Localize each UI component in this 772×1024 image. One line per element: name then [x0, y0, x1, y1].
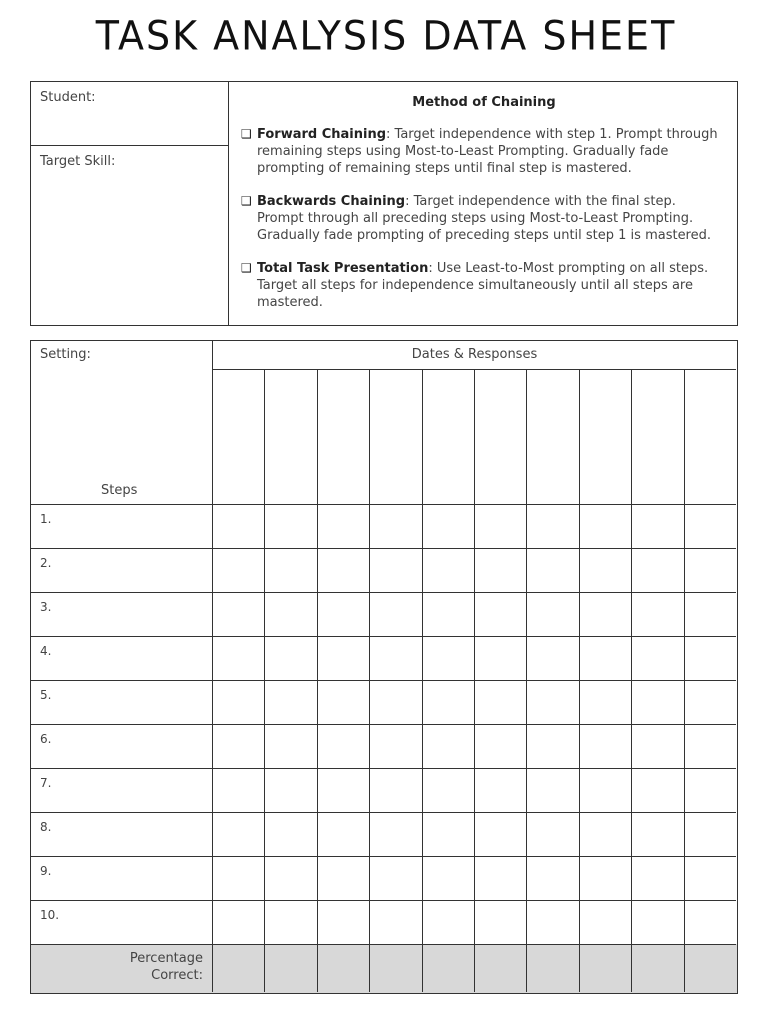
response-cell[interactable]: [264, 724, 316, 768]
response-cell[interactable]: [264, 636, 316, 680]
response-cell[interactable]: [317, 548, 369, 592]
response-cell[interactable]: [422, 548, 474, 592]
step-number-label: 3.: [40, 600, 52, 614]
method-name: Forward Chaining: [257, 127, 387, 142]
response-cell[interactable]: [212, 724, 264, 768]
method-total-task-presentation: [241, 260, 723, 311]
percentage-cell[interactable]: [264, 944, 316, 992]
response-cell[interactable]: [317, 812, 369, 856]
response-cell[interactable]: [526, 856, 578, 900]
percentage-cell[interactable]: [579, 944, 631, 992]
response-cell[interactable]: [317, 724, 369, 768]
response-cell[interactable]: [631, 900, 683, 944]
checkbox-icon[interactable]: ❑: [241, 194, 252, 208]
student-field[interactable]: [31, 82, 228, 146]
steps-header: Steps: [101, 483, 138, 498]
date-header-cell[interactable]: [317, 369, 369, 504]
response-cell[interactable]: [579, 812, 631, 856]
setting-label: Setting:: [40, 347, 91, 362]
step-number-label: 7.: [40, 776, 52, 790]
response-cell[interactable]: [422, 900, 474, 944]
response-cell[interactable]: [684, 636, 736, 680]
steps-data-table: [30, 340, 738, 994]
date-header-cell[interactable]: [579, 369, 631, 504]
response-cell[interactable]: [369, 724, 421, 768]
response-cell[interactable]: [317, 768, 369, 812]
response-cell[interactable]: [631, 504, 683, 548]
response-cell[interactable]: [579, 636, 631, 680]
response-cell[interactable]: [369, 548, 421, 592]
response-cell[interactable]: [317, 856, 369, 900]
response-cell[interactable]: [212, 548, 264, 592]
response-cell[interactable]: [631, 724, 683, 768]
response-cell[interactable]: [474, 592, 526, 636]
response-cell[interactable]: [317, 636, 369, 680]
date-header-cell[interactable]: [264, 369, 316, 504]
step-number-label: 2.: [40, 556, 52, 570]
step-number-label: 9.: [40, 864, 52, 878]
response-cell[interactable]: [369, 680, 421, 724]
response-cell[interactable]: [422, 856, 474, 900]
response-cell[interactable]: [684, 680, 736, 724]
response-cell[interactable]: [526, 680, 578, 724]
method-description: : Use Least-to-Most prompting on all steps. Target all steps for independence simultaneously until all steps are mastered.: [257, 261, 709, 310]
response-cell[interactable]: [474, 812, 526, 856]
student-label: Student:: [40, 90, 96, 105]
method-name: Backwards Chaining: [257, 194, 406, 209]
target-skill-label: Target Skill:: [40, 154, 116, 169]
percentage-cell[interactable]: [684, 944, 736, 992]
student-fields: [31, 82, 229, 325]
response-cell[interactable]: [212, 900, 264, 944]
method-description: : Target independence with step 1. Prompt through remaining steps using Most-to-Least Prompting. Gradually fade prompting of remaining steps until final step is mastered.: [257, 127, 718, 176]
percentage-cell[interactable]: [317, 944, 369, 992]
dates-responses-header: Dates & Responses: [411, 347, 538, 362]
response-cell[interactable]: [369, 636, 421, 680]
response-cell[interactable]: [422, 504, 474, 548]
response-cell[interactable]: [684, 724, 736, 768]
response-cell[interactable]: [579, 592, 631, 636]
response-cell[interactable]: [317, 900, 369, 944]
step-number-label: 5.: [40, 688, 52, 702]
response-cell[interactable]: [369, 856, 421, 900]
response-cell[interactable]: [684, 592, 736, 636]
response-cell[interactable]: [684, 900, 736, 944]
response-cell[interactable]: [264, 812, 316, 856]
response-cell[interactable]: [631, 812, 683, 856]
response-cell[interactable]: [317, 592, 369, 636]
response-cell[interactable]: [474, 856, 526, 900]
response-cell[interactable]: [474, 768, 526, 812]
response-cell[interactable]: [422, 812, 474, 856]
response-cell[interactable]: [212, 856, 264, 900]
response-cell[interactable]: [212, 812, 264, 856]
method-description: : Target independence with the final step. Prompt through all preceding steps using Most-to-Least Prompting. Gradually fade prompting of preceding steps until step 1 is mastered.: [257, 194, 712, 243]
percentage-cell[interactable]: [526, 944, 578, 992]
response-cell[interactable]: [579, 856, 631, 900]
method-backwards-chaining: [241, 193, 723, 244]
date-header-cell[interactable]: [369, 369, 421, 504]
response-cell[interactable]: [631, 592, 683, 636]
response-cell[interactable]: [474, 504, 526, 548]
date-header-cell[interactable]: [631, 369, 683, 504]
response-cell[interactable]: [422, 592, 474, 636]
method-forward-chaining: [241, 126, 723, 177]
step-number-label: 8.: [40, 820, 52, 834]
percentage-cell[interactable]: [212, 944, 264, 992]
response-cell[interactable]: [369, 900, 421, 944]
checkbox-icon[interactable]: ❑: [241, 261, 252, 275]
percentage-cell[interactable]: [369, 944, 421, 992]
method-name: Total Task Presentation: [257, 261, 429, 276]
response-cell[interactable]: [526, 812, 578, 856]
target-skill-field[interactable]: [31, 146, 228, 325]
response-cell[interactable]: [631, 548, 683, 592]
response-cell[interactable]: [264, 592, 316, 636]
step-number-label: 6.: [40, 732, 52, 746]
response-cell[interactable]: [317, 680, 369, 724]
response-cell[interactable]: [264, 548, 316, 592]
response-cell[interactable]: [264, 768, 316, 812]
response-cell[interactable]: [526, 900, 578, 944]
response-cell[interactable]: [526, 592, 578, 636]
response-cell[interactable]: [526, 504, 578, 548]
response-cell[interactable]: [474, 680, 526, 724]
step-number-label: 1.: [40, 512, 52, 526]
response-cell[interactable]: [264, 504, 316, 548]
step-number-label: 4.: [40, 644, 52, 658]
percentage-cell[interactable]: [631, 944, 683, 992]
response-cell[interactable]: [526, 548, 578, 592]
response-cell[interactable]: [264, 900, 316, 944]
response-cell[interactable]: [474, 636, 526, 680]
response-cell[interactable]: [684, 856, 736, 900]
response-cell[interactable]: [579, 504, 631, 548]
response-cell[interactable]: [579, 680, 631, 724]
percentage-cell[interactable]: [474, 944, 526, 992]
date-header-cell[interactable]: [422, 369, 474, 504]
response-cell[interactable]: [317, 504, 369, 548]
response-cell[interactable]: [684, 504, 736, 548]
response-cell[interactable]: [684, 812, 736, 856]
response-cell[interactable]: [422, 724, 474, 768]
response-cell[interactable]: [579, 768, 631, 812]
percentage-correct-label: Percentage Correct:: [129, 951, 203, 983]
response-cell[interactable]: [579, 548, 631, 592]
response-cell[interactable]: [369, 768, 421, 812]
response-cell[interactable]: [212, 504, 264, 548]
response-cell[interactable]: [631, 856, 683, 900]
checkbox-icon[interactable]: ❑: [241, 127, 252, 141]
date-header-cell[interactable]: [684, 369, 736, 504]
response-cell[interactable]: [474, 724, 526, 768]
response-cell[interactable]: [631, 680, 683, 724]
response-cell[interactable]: [422, 768, 474, 812]
response-cell[interactable]: [422, 680, 474, 724]
response-cell[interactable]: [212, 592, 264, 636]
response-cell[interactable]: [526, 768, 578, 812]
response-cell[interactable]: [526, 636, 578, 680]
response-cell[interactable]: [369, 504, 421, 548]
percentage-cell[interactable]: [422, 944, 474, 992]
response-cell[interactable]: [684, 548, 736, 592]
response-cell[interactable]: [474, 548, 526, 592]
method-of-chaining-panel: [229, 82, 737, 325]
response-cell[interactable]: [212, 680, 264, 724]
response-cell[interactable]: [212, 636, 264, 680]
response-cell[interactable]: [579, 900, 631, 944]
date-header-cell[interactable]: [526, 369, 578, 504]
response-cell[interactable]: [526, 724, 578, 768]
step-number-label: 10.: [40, 908, 60, 922]
student-info-box: [30, 81, 738, 326]
date-header-cell[interactable]: [474, 369, 526, 504]
date-header-cell[interactable]: [212, 369, 264, 504]
response-cell[interactable]: [684, 768, 736, 812]
response-cell[interactable]: [579, 724, 631, 768]
method-of-chaining-title: Method of Chaining: [412, 95, 556, 110]
response-cell[interactable]: [631, 768, 683, 812]
page-title: TASK ANALYSIS DATA SHEET: [95, 12, 677, 60]
response-cell[interactable]: [369, 812, 421, 856]
response-cell[interactable]: [212, 768, 264, 812]
response-cell[interactable]: [422, 636, 474, 680]
response-cell[interactable]: [369, 592, 421, 636]
response-cell[interactable]: [264, 680, 316, 724]
response-cell[interactable]: [474, 900, 526, 944]
response-cell[interactable]: [631, 636, 683, 680]
response-cell[interactable]: [264, 856, 316, 900]
